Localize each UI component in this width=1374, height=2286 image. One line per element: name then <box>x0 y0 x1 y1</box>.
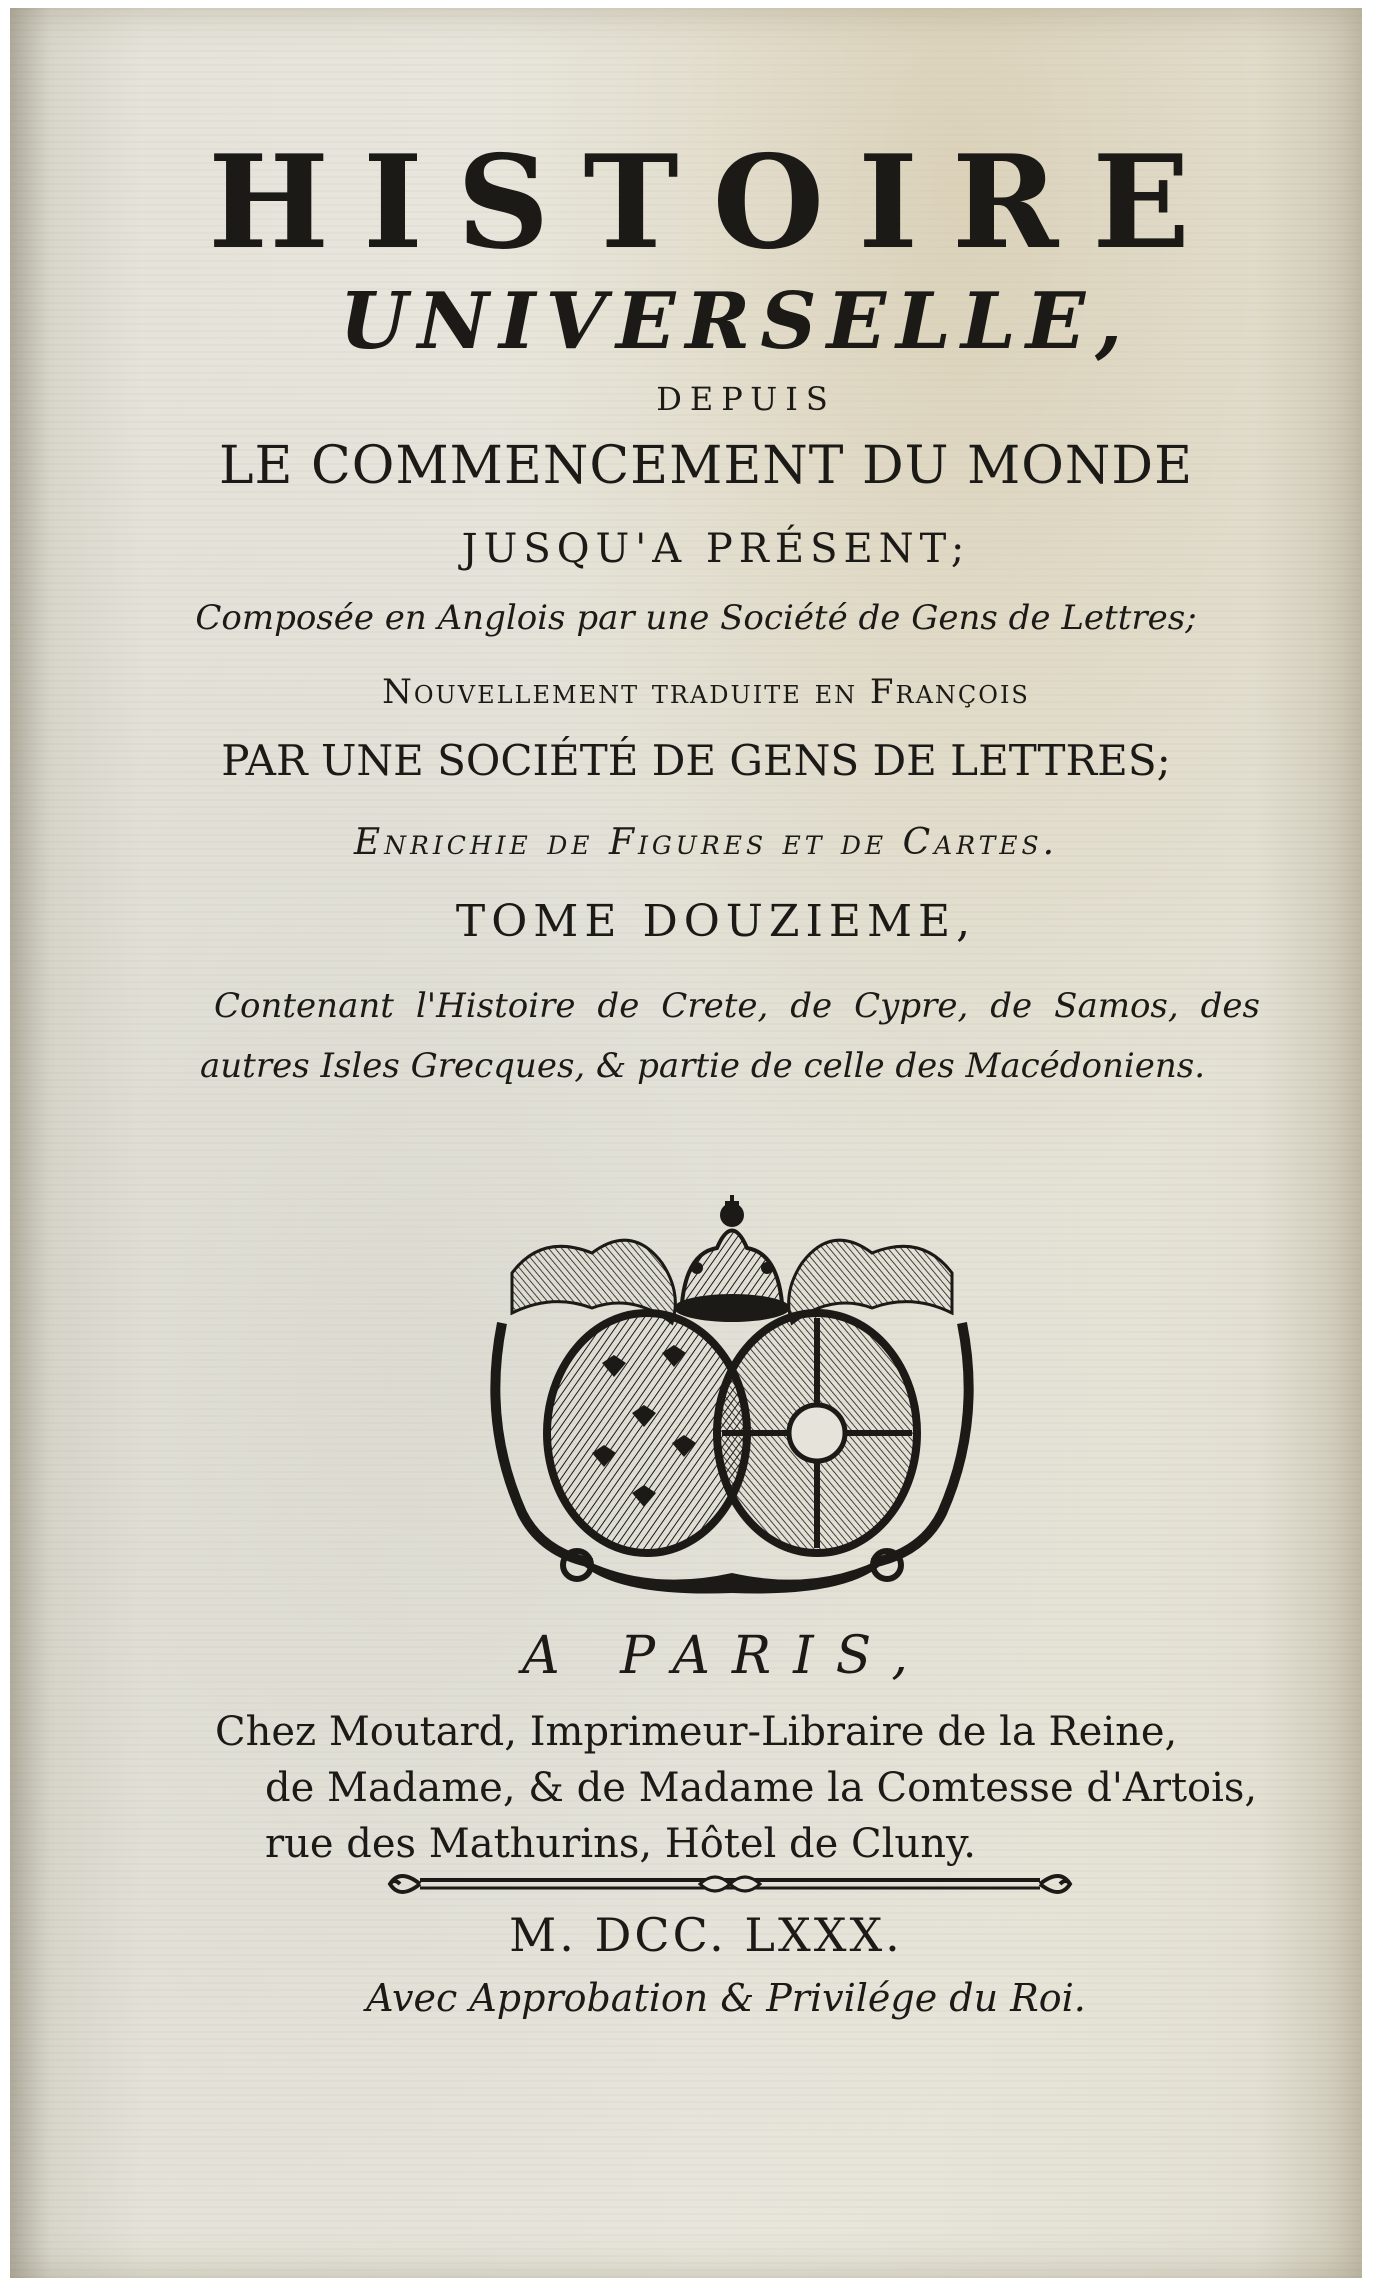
imprint-line-1: Chez Moutard, Imprimeur-Libraire de la Reine, <box>215 1709 1178 1755</box>
subtitle-jusqua-present: JUSQU'A PRÉSENT; <box>461 526 971 572</box>
title-universelle: UNIVERSELLE, <box>339 276 1133 367</box>
volume-number: TOME DOUZIEME, <box>455 896 977 947</box>
coat-of-arms-icon <box>482 1193 982 1598</box>
imprint-line-3: rue des Mathurins, Hôtel de Cluny. <box>265 1821 976 1867</box>
royal-privilege: Avec Approbation & Privilége du Roi. <box>366 1976 1086 2020</box>
translation-note: Nouvellement traduite en François <box>382 672 1030 712</box>
publisher-imprint <box>215 1704 1258 1872</box>
illustrations-note: Enrichie de Figures et de Cartes. <box>353 822 1059 863</box>
book-page <box>10 8 1362 2278</box>
ornament-rule-icon <box>380 1866 1080 1902</box>
subtitle-depuis: DEPUIS <box>656 380 836 418</box>
contents-description: Contenant l'Histoire de Crete, de Cypre, de Samos, des autres Isles Grecques, & partie de celle des Macédoniens. <box>200 986 1260 1086</box>
publication-date: M. DCC. LXXX. <box>509 1908 903 1962</box>
place-of-publication: A PARIS, <box>522 1626 930 1686</box>
composition-note: Composée en Anglois par une Société de Gens de Lettres; <box>195 598 1197 638</box>
crown-icon <box>674 1195 790 1322</box>
imprint-line-2: de Madame, & de Madame la Comtesse d'Artois, <box>265 1765 1258 1811</box>
translator-note: PAR UNE SOCIÉTÉ DE GENS DE LETTRES; <box>221 736 1171 785</box>
subtitle-commencement: LE COMMENCEMENT DU MONDE <box>218 436 1194 496</box>
title-histoire: HISTOIRE <box>208 128 1224 278</box>
